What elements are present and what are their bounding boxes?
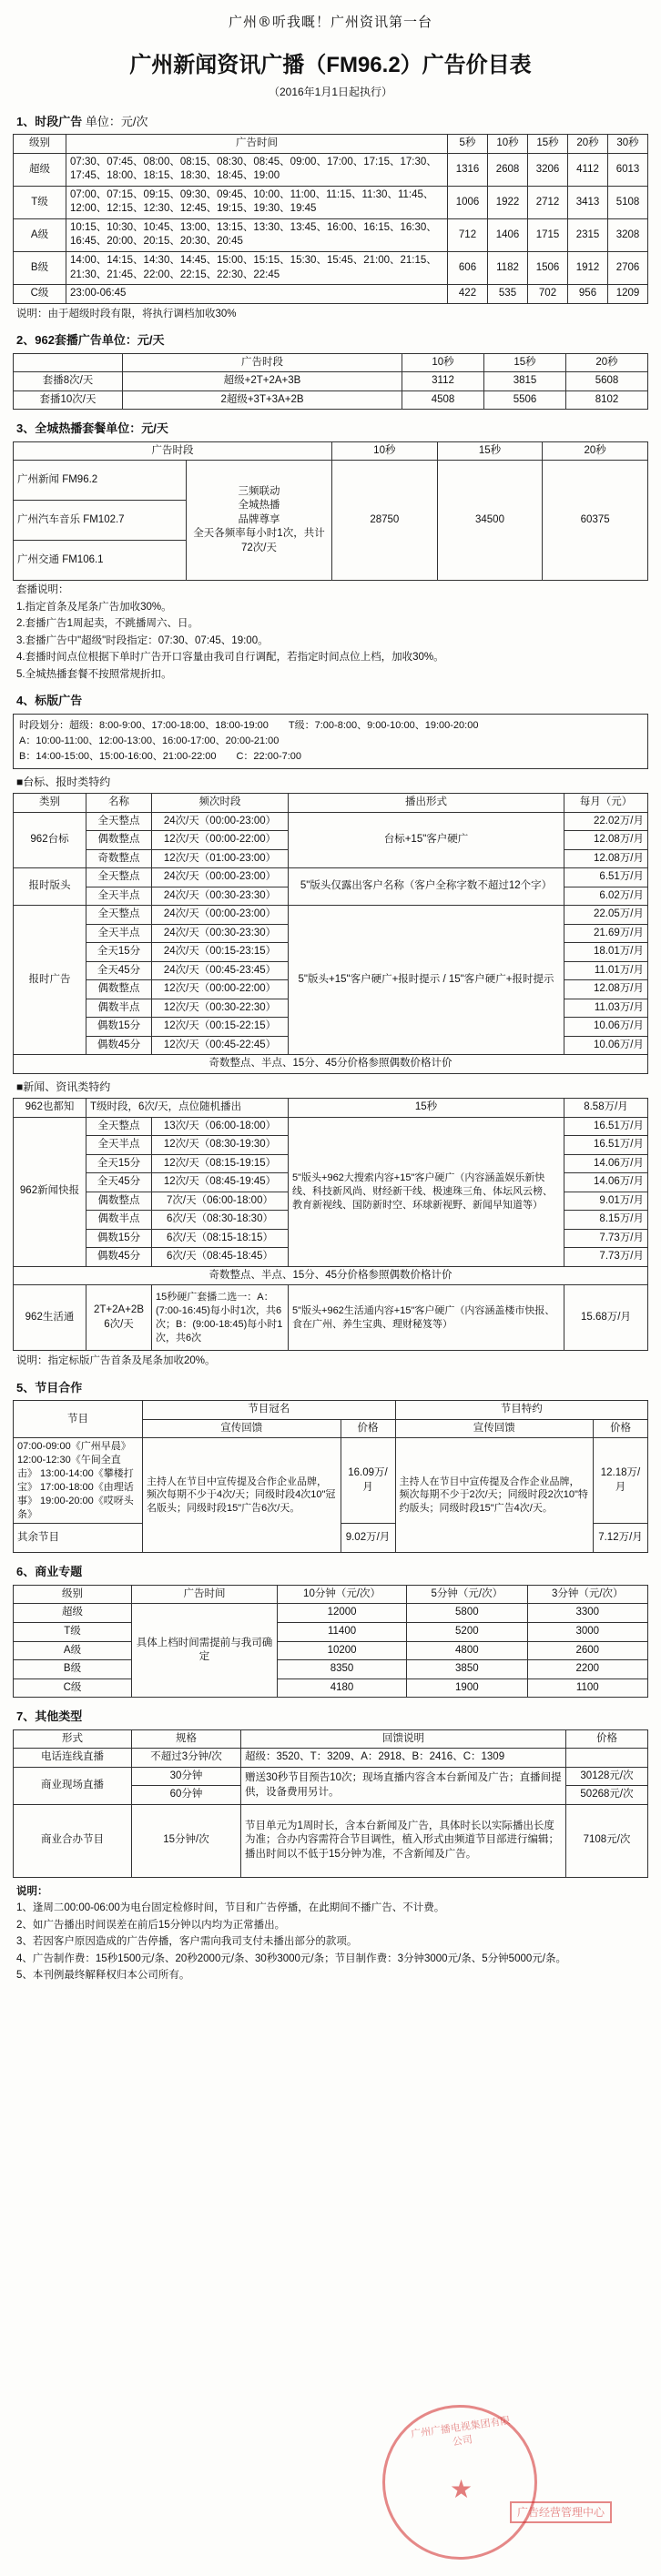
table-cell: 12次/天（01:00-23:00） [152,849,289,868]
table-cell: 具体上档时间需提前与我司确定 [132,1604,278,1698]
table-row [14,1604,648,1623]
table-row [14,1678,648,1698]
table-cell: 10秒 [402,353,484,372]
table-cell: 全天整点 [86,906,152,925]
final-notes: 说明： 1、逢周二00:00-06:00为电台固定检修时间，节目和广告停播，在此期间不播广告、不计费。 2、如广告播出时间误差在前后15分钟以内均为正常播出。 3、若因客户原因造成的广告停播，客户需向我司支付未播出部分的款项。 4、广告制作费：15秒1500元/条、20秒2000元/条、30秒3000元/条；节目制作费：3分钟3000元/条、5分钟5000元/条。 5、本刊例最终解释权归本公司所有。 [16,1885,566,1982]
table-cell: 5108 [608,186,648,218]
col-header: 15秒 [437,441,543,461]
table-cell: 3112 [402,372,484,391]
table-cell: 962新闻快报 [14,1117,86,1266]
table-cell: 超级 [14,1604,132,1623]
table-cell: 全天半点 [86,887,152,906]
table-row [14,186,648,218]
time-division: 时段划分：超级：8:00-9:00、17:00-18:00、18:00-19:00 T级：7:00-8:00、9:00-10:00、19:00-20:00 A：10:00-11:00、12:00-13:00、16:00-17:00、20:00-21:00 B：14:00-15:00、15:00-16:00、21:00-22:00 C：22:00-7:00 [13,714,648,769]
table-row [14,372,648,391]
table-cell: 8.15万/月 [564,1211,648,1230]
table-cell: 956 [568,285,608,304]
table-cell: 22.05万/月 [564,906,648,925]
table-cell: 16.51万/月 [564,1117,648,1136]
table-cell: 12000 [278,1604,407,1623]
table-cell: 6013 [608,153,648,186]
table-cell: 全天半点 [86,924,152,943]
station: 广州汽车音乐 FM102.7 [14,501,187,541]
table-cell: 偶数半点 [86,1211,152,1230]
table-cell: 1182 [488,251,528,284]
table-cell: 套播10次/天 [14,390,123,410]
table-cell: 5分钟（元/次） [407,1585,527,1604]
section-3-table [13,441,648,582]
table-cell: 4180 [278,1678,407,1698]
table-cell: 1900 [407,1678,527,1698]
station: 广州交通 FM106.1 [14,541,187,581]
station: 广州新闻 FM96.2 [14,461,187,501]
table-cell: 24次/天（00:00-23:00） [152,906,289,925]
section-4-title: 4、标版广告 [16,694,83,708]
table-cell [14,353,123,372]
section-5-table: 节目 节目冠名 节目特约 宣传回馈 价格 宣传回馈 价格 07:00-09:00《广州早晨》 12:00-12:30《午间全直击》 13:00-14:00《攀楼打宝》 17:00-18:00《由理话事》 19:00-20:00《哎呀头条》 主持人在节目中宣传提及合作企业品牌，频次每期不少于4次/天；同级时段4次10"冠名版头；同级时段15"广告6次/天。 16.09万/月 主持人在节目中宣传提及合作企业品牌，频次每期不少于2次/天；同级时段2次10"特约版头；同级时段15"广告4次/天。 12.18万/月 其余节目 9.02万/月 7.12万/月 [13,1400,648,1553]
table-cell: 10:15、10:30、10:45、13:00、13:15、13:30、13:45、16:00、16:15、16:30、16:45、20:00、20:15、20:30、20:45 [66,218,448,251]
section-2-title: 2、962套播广告单位：元/天 [16,333,165,348]
seal-star-icon: ★ [450,2475,473,2503]
table-cell: 7次/天（06:00-18:00） [152,1192,289,1211]
table-cell: 11400 [278,1622,407,1641]
table-cell: 广告时段 [123,353,402,372]
table-cell: 712 [448,218,488,251]
table-cell: 12次/天（00:45-22:45） [152,1036,289,1055]
table-cell: 4112 [568,153,608,186]
table-cell: 5秒 [448,135,488,154]
table-cell: 24次/天（00:15-23:15） [152,943,289,962]
table-cell: 5"版头+962大搜索内容+15"客户硬广（内容涵盖娱乐新快线、科技新风尚、财经新干线、极速珠三角、体坛风云榜、教育新视线、国防新时空、环球新视野、新闻早知道等） [289,1117,564,1266]
table-cell: A级 [14,1641,132,1660]
table-cell: 播出形式 [289,794,564,813]
table-cell: 7.73万/月 [564,1248,648,1267]
table-cell: 07:00、07:15、09:15、09:30、09:45、10:00、11:00、11:15、11:30、11:45、12:00、12:15、12:30、12:45、19:15、19:30、19:45 [66,186,448,218]
table-cell: 2200 [527,1660,647,1679]
section-5-title: 5、节目合作 [16,1380,83,1394]
table-cell: 名称 [86,794,152,813]
table-cell: 606 [448,251,488,284]
table-cell: 3413 [568,186,608,218]
table-cell: 全天45分 [86,961,152,980]
section-3-title: 3、全城热播套餐单位：元/天 [16,421,168,436]
subsection-station-id: ■台标、报时类特约 [16,775,111,788]
table-row [14,1641,648,1660]
table-cell: 6次/天（08:30-18:30） [152,1211,289,1230]
section-7-title: 7、其他类型 [16,1709,83,1724]
table-cell: 1715 [528,218,568,251]
table-cell: 超级+2T+2A+3B [123,372,402,391]
table-cell: A级 [14,218,66,251]
table-row [14,868,648,887]
table-cell: 级别 [14,135,66,154]
page-title: 广州新闻资讯广播（FM96.2）广告价目表 [129,53,532,78]
table-cell: 5"版头+15"客户硬广+报时提示 / 15"客户硬广+报时提示 [289,906,564,1055]
table-cell: 12次/天（08:15-19:15） [152,1154,289,1173]
price-cell: 60375 [543,461,648,581]
table-cell: 20秒 [566,353,648,372]
table-cell: 12次/天（00:00-22:00） [152,831,289,850]
table-cell: C级 [14,1678,132,1698]
table-cell: 15秒 [484,353,566,372]
table-cell: 24次/天（00:30-23:30） [152,887,289,906]
table-cell: 2超级+3T+3A+2B [123,390,402,410]
table-cell: 5"版头仅露出客户名称（客户全称字数不超过12个字） [289,868,564,906]
table-cell: 1506 [528,251,568,284]
table-cell: 6.02万/月 [564,887,648,906]
table-cell: 偶数15分 [86,1018,152,1037]
table-cell: C级 [14,285,66,304]
pricing-note: 奇数整点、半点、15分、45分价格参照偶数价格计价 [14,1055,648,1074]
table-cell: 8350 [278,1660,407,1679]
table-cell: 规格 [132,1729,241,1749]
table-cell: 12.08万/月 [564,980,648,999]
table-cell: 13次/天（06:00-18:00） [152,1117,289,1136]
table-row [14,390,648,410]
table-cell: 类别 [14,794,86,813]
table-cell: 1406 [488,218,528,251]
table-cell: 30秒 [608,135,648,154]
table-cell: 5800 [407,1604,527,1623]
table-cell: 1209 [608,285,648,304]
table-cell: 24次/天（00:00-23:00） [152,812,289,831]
table-cell: 18.01万/月 [564,943,648,962]
table-cell: T级 [14,1622,132,1641]
table-cell: 5608 [566,372,648,391]
table-row [14,1117,648,1136]
table-cell: 3850 [407,1660,527,1679]
table-row [14,153,648,186]
table-cell: 8102 [566,390,648,410]
section-1-title: 1、时段广告 单位：元/次 [16,114,148,128]
col-header: 10秒 [332,441,438,461]
table-cell: 12次/天（08:30-19:30） [152,1136,289,1155]
effective-date: （2016年1月1日起执行） [268,85,393,98]
table-cell: 6次/天（08:15-18:15） [152,1229,289,1248]
table-cell: 2600 [527,1641,647,1660]
table-cell: 14.06万/月 [564,1173,648,1192]
table-cell: 3000 [527,1622,647,1641]
table-cell: B级 [14,251,66,284]
table-cell: 1316 [448,153,488,186]
table-cell: 12.08万/月 [564,849,648,868]
seal-text: 广州广播电视集团有限公司 [410,2415,512,2449]
table-cell: 3815 [484,372,566,391]
price-cell: 34500 [437,461,543,581]
table-cell: 10.06万/月 [564,1036,648,1055]
table-row [14,1622,648,1641]
table-cell: 回馈说明 [241,1729,566,1749]
table-cell: 2315 [568,218,608,251]
table-cell: 全天整点 [86,1117,152,1136]
table-cell: 702 [528,285,568,304]
table-cell: 20秒 [568,135,608,154]
table-cell: 1100 [527,1678,647,1698]
table-cell: 9.01万/月 [564,1192,648,1211]
table-cell: 全天整点 [86,812,152,831]
table-cell: 偶数45分 [86,1248,152,1267]
section-3-notes: 套播说明： 1.指定首条及尾条广告加收30%。 2.套播广告1周起卖，不跳播周六、日。 3.套播广告中"超级"时段指定：07:30、07:45、19:00。 4.套播时间点位根据下单时广告开口容量由我司自行调配，若指定时间点位上档，加收30%。 5.全城热播套餐不按照常规折扣。 [16,584,444,680]
section-1-table [13,134,648,303]
table-cell: 6.51万/月 [564,868,648,887]
table-cell: 3206 [528,153,568,186]
table-cell: 12次/天（00:15-22:15） [152,1018,289,1037]
table-cell: 4508 [402,390,484,410]
table-cell: 10.06万/月 [564,1018,648,1037]
table-row [14,251,648,284]
table-cell: 24次/天（00:30-23:30） [152,924,289,943]
table-cell: 广告时间 [66,135,448,154]
package-features: 三频联动 全城热播 品牌尊享 全天各频率每小时1次，共计72次/天 [187,461,332,581]
table-cell: 全天15分 [86,943,152,962]
table-cell: 10分钟（元/次） [278,1585,407,1604]
table-cell: 频次时段 [152,794,289,813]
table-row [14,218,648,251]
table-cell: 形式 [14,1729,132,1749]
table-cell: 台标+15"客户硬广 [289,812,564,868]
table-cell: 2712 [528,186,568,218]
table-cell: 价格 [566,1729,648,1749]
table-cell: 每月（元） [564,794,648,813]
col-header: 广告时段 [14,441,332,461]
table-cell: 14:00、14:15、14:30、14:45、15:00、15:15、15:30、15:45、21:00、21:15、21:30、21:45、22:00、22:15、22:30、22:45 [66,251,448,284]
table-row [14,812,648,831]
table-cell: 奇数整点 [86,849,152,868]
section-2-table [13,353,648,411]
section-6-table [13,1585,648,1698]
table-cell: 22.02万/月 [564,812,648,831]
table-cell: 3分钟（元/次） [527,1585,647,1604]
table-cell: 24次/天（00:45-23:45） [152,961,289,980]
subsection-news: ■新闻、资讯类特约 [16,1080,111,1093]
table-cell: 12次/天（08:45-19:45） [152,1173,289,1192]
table-cell: 07:30、07:45、08:00、08:15、08:30、08:45、09:00、17:00、17:15、17:30、17:45、18:00、18:15、18:30、18:45、19:00 [66,153,448,186]
table-cell: 报时广告 [14,906,86,1055]
table-cell: 14.06万/月 [564,1154,648,1173]
table-row [14,285,648,304]
table-cell: 3208 [608,218,648,251]
table-cell: 报时版头 [14,868,86,906]
pricing-note: 奇数整点、半点、15分、45分价格参照偶数价格计价 [14,1266,648,1285]
table-cell: 1006 [448,186,488,218]
table-cell: 21.69万/月 [564,924,648,943]
table-cell: T级 [14,186,66,218]
section-4-table-b: 962也都知 T级时段，6次/天，点位随机播出 15秒 8.58万/月 962新闻快报 全天整点 13次/天（06:00-18:00） 5"版头+962大搜索内容+15"客户硬广（内容涵盖娱乐新快线、科技新风尚、财经新干线、极速珠三角、体坛风云榜、教育新视线、国防新时空、环球新视野、新闻早知道等） 16.51万/月 全天半点 12次/天（08:30-19:30） 16.51万/月 全天15分 12次/天（08:15-19:15） 14.06万/月 全天45分 12次/天（08:45-19:45） 14.06万/月 偶数整点 7次/天（06:00-18:00） 9.01万/月 偶数半点 6次/天（08:30-18:30） 8.15万/月 偶数15分 6次/天（08:15-18:15） 7.73万/月 偶数45分 6次/天（08:45-18:45） 7.73万/月 奇数整点、半点、15分、45分价格参照偶数价格计价 962生活通 2T+2A+2B 6次/天 15秒硬广套播二选一：A：(7:00-16:45)每小时1次，共6次；B：(9:00-18:45)每小时1次，共6次 5"版头+962生活通内容+15"客户硬广（内容涵盖楼市快报、食在广州、养生宝典、理财秘笈等） 15.68万/月 [13,1098,648,1351]
table-cell: B级 [14,1660,132,1679]
table-cell: 962台标 [14,812,86,868]
section-4-table-a [13,793,648,1074]
table-row [14,906,648,925]
table-cell: 2608 [488,153,528,186]
table-cell: 3300 [527,1604,647,1623]
table-cell: 6次/天（08:45-18:45） [152,1248,289,1267]
table-cell: 12.08万/月 [564,831,648,850]
table-cell: 12次/天（00:30-22:30） [152,999,289,1018]
table-cell: 11.03万/月 [564,999,648,1018]
table-cell: 偶数半点 [86,999,152,1018]
table-cell: 套播8次/天 [14,372,123,391]
price-cell: 28750 [332,461,438,581]
table-cell: 24次/天（00:00-23:00） [152,868,289,887]
section-1-note: 说明：由于超级时段有限，将执行调档加收30% [16,308,237,319]
table-cell: 535 [488,285,528,304]
table-cell: 16.51万/月 [564,1136,648,1155]
section-4-note: 说明：指定标版广告首条及尾条加收20%。 [16,1355,216,1367]
table-cell: 10秒 [488,135,528,154]
table-cell: 4800 [407,1641,527,1660]
table-cell: 偶数45分 [86,1036,152,1055]
table-cell: 5200 [407,1622,527,1641]
table-cell: 全天45分 [86,1173,152,1192]
table-cell: 1922 [488,186,528,218]
table-cell: 全天15分 [86,1154,152,1173]
section-6-title: 6、商业专题 [16,1565,83,1579]
table-cell: 2706 [608,251,648,284]
table-cell: 422 [448,285,488,304]
table-cell: 23:00-06:45 [66,285,448,304]
table-row [14,1660,648,1679]
table-cell: 广告时间 [132,1585,278,1604]
table-cell: 全天半点 [86,1136,152,1155]
department-stamp: 广告经营管理中心 [510,2501,612,2523]
section-7-table: 形式 规格 回馈说明 价格 电话连线直播 不超过3分钟/次 超级：3520、T：3209、A：2918、B：2416、C：1309 商业现场直播 30分钟 赠送30秒节目预告10次；现场直播内容含本台新闻及广告；直播间提供，设备费用另计。 30128元/次 60分钟 50268元/次 商业合办节目 15分钟/次 节目单元为1周时长，含本台新闻及广告，具体时长以实际播出长度为准；合办内容需符合节目调性，植入形式由频道节目部进行编辑；播出时间以不低于15分钟为准，不含新闻及广告。 7108元/次 [13,1729,648,1878]
table-cell: 7.73万/月 [564,1229,648,1248]
table-cell: 12次/天（00:00-22:00） [152,980,289,999]
table-cell: 偶数整点 [86,1192,152,1211]
table-cell: 15秒 [528,135,568,154]
table-cell: 11.01万/月 [564,961,648,980]
col-header: 20秒 [543,441,648,461]
slogan: 广州®听我嘅！广州资讯第一台 [228,14,432,30]
table-cell: 全天整点 [86,868,152,887]
table-cell: 偶数整点 [86,831,152,850]
table-cell: 1912 [568,251,608,284]
table-cell: 超级 [14,153,66,186]
table-cell: 5506 [484,390,566,410]
table-cell: 偶数15分 [86,1229,152,1248]
table-cell: 偶数整点 [86,980,152,999]
table-cell: 级别 [14,1585,132,1604]
table-cell: 10200 [278,1641,407,1660]
